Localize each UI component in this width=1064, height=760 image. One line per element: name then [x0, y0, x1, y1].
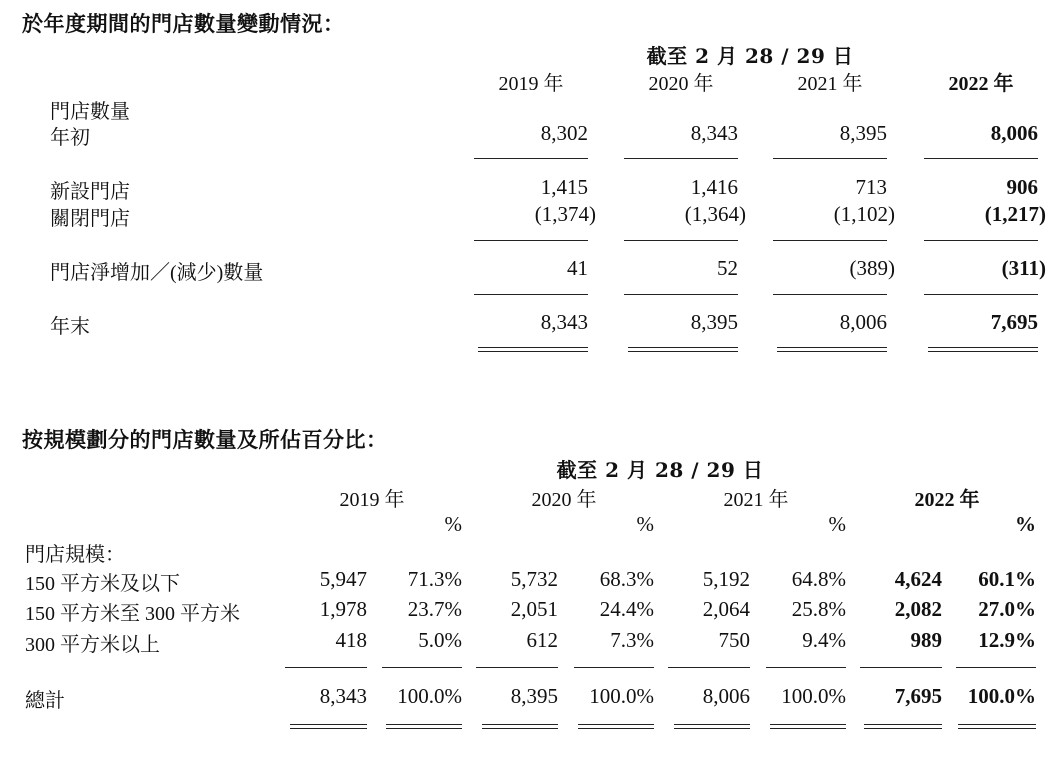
s1-cell: 41 [567, 256, 588, 280]
s2-cell: 7,695 [894, 684, 942, 708]
rule [624, 158, 738, 159]
s1-cell: 8,006 [839, 310, 887, 334]
rule [574, 667, 654, 668]
s1-row-label: 門店淨增加／(減少)數量 [50, 262, 264, 284]
s2-year-2021: 2021 年 [723, 489, 789, 511]
s1-cell: 8,302 [540, 121, 588, 145]
s2-year-2020: 2020 年 [531, 489, 597, 511]
double-rule [864, 724, 942, 729]
s1-cell: 1,415 [540, 175, 588, 199]
double-rule [928, 347, 1038, 352]
s1-group-label: 門店數量 [50, 101, 130, 123]
s2-cell: 2,064 [702, 597, 750, 621]
s1-cell: (1,374) [534, 202, 596, 226]
s1-cell: 713 [855, 175, 887, 199]
section1-heading: 於年度期間的門店數量變動情況： [22, 11, 345, 36]
rule [860, 667, 942, 668]
s1-year-2020: 2020 年 [648, 73, 714, 95]
double-rule [770, 724, 846, 729]
s1-cell: 8,343 [540, 310, 588, 334]
double-rule [777, 347, 887, 352]
s2-cell: 5,732 [510, 567, 558, 591]
s1-row-label: 年初 [50, 127, 90, 149]
s2-row-label: 總計 [25, 690, 65, 712]
s2-row-label: 150 平方米及以下 [25, 573, 180, 595]
s2-cell: 71.3% [407, 567, 462, 591]
s2-cell: 989 [910, 628, 942, 652]
s1-year-2021: 2021 年 [797, 73, 863, 95]
s1-cell: 52 [717, 256, 738, 280]
double-rule [674, 724, 750, 729]
rule [924, 294, 1038, 295]
rule [668, 667, 750, 668]
s2-pct-header: % [636, 512, 654, 536]
s2-cell: 5,947 [319, 567, 367, 591]
s1-cell: 1,416 [690, 175, 738, 199]
s1-cell: 906 [1006, 175, 1038, 199]
rule [924, 158, 1038, 159]
s1-year-2019: 2019 年 [498, 73, 564, 95]
s1-row-label: 新設門店 [50, 181, 130, 203]
s1-cell: 8,395 [690, 310, 738, 334]
s2-cell: 100.0% [781, 684, 846, 708]
s2-cell: 100.0% [397, 684, 462, 708]
s2-row-label: 150 平方米至 300 平方米 [25, 603, 240, 625]
s1-row-label: 關閉門店 [50, 208, 130, 230]
rule [474, 294, 588, 295]
s2-pct-header: % [444, 512, 462, 536]
s2-cell: 68.3% [599, 567, 654, 591]
rule [766, 667, 846, 668]
double-rule [958, 724, 1036, 729]
s2-cell: 5,192 [702, 567, 750, 591]
section2-heading: 按規模劃分的門店數量及所佔百分比： [22, 427, 388, 452]
double-rule [386, 724, 462, 729]
s2-cell: 100.0% [589, 684, 654, 708]
s2-cell: 64.8% [791, 567, 846, 591]
double-rule [578, 724, 654, 729]
s1-cell: (1,217) [984, 202, 1046, 226]
rule [382, 667, 462, 668]
section2-period-header: 截至 2 月 28 / 29 日 [556, 458, 764, 482]
s2-cell: 612 [526, 628, 558, 652]
rule [624, 240, 738, 241]
rule [476, 667, 558, 668]
s2-cell: 4,624 [894, 567, 942, 591]
rule [624, 294, 738, 295]
rule [956, 667, 1036, 668]
s1-cell: (311) [1001, 256, 1046, 280]
s2-cell: 418 [335, 628, 367, 652]
s1-cell: (1,364) [684, 202, 746, 226]
rule [285, 667, 367, 668]
s2-pct-header: % [1015, 512, 1036, 536]
rule [474, 158, 588, 159]
s1-cell: 7,695 [990, 310, 1038, 334]
s2-year-2022: 2022 年 [914, 489, 980, 511]
s1-cell: 8,006 [990, 121, 1038, 145]
double-rule [482, 724, 558, 729]
s2-cell: 24.4% [599, 597, 654, 621]
s2-year-2019: 2019 年 [339, 489, 405, 511]
section1-period-header: 截至 2 月 28 / 29 日 [646, 44, 854, 68]
s2-group-label: 門店規模： [25, 544, 125, 566]
s2-cell: 27.0% [978, 597, 1036, 621]
s2-cell: 12.9% [978, 628, 1036, 652]
s2-cell: 7.3% [610, 628, 654, 652]
s2-cell: 1,978 [319, 597, 367, 621]
s1-cell: 8,343 [690, 121, 738, 145]
double-rule [478, 347, 588, 352]
s2-cell: 9.4% [802, 628, 846, 652]
s1-cell: 8,395 [839, 121, 887, 145]
rule [773, 294, 887, 295]
s2-cell: 5.0% [418, 628, 462, 652]
rule [773, 158, 887, 159]
s2-cell: 2,082 [894, 597, 942, 621]
s2-cell: 8,343 [319, 684, 367, 708]
s1-row-label: 年末 [50, 316, 90, 338]
s2-cell: 750 [718, 628, 750, 652]
s2-cell: 23.7% [407, 597, 462, 621]
rule [474, 240, 588, 241]
rule [773, 240, 887, 241]
rule [924, 240, 1038, 241]
s2-cell: 100.0% [967, 684, 1036, 708]
s2-cell: 8,006 [702, 684, 750, 708]
s1-cell: (389) [849, 256, 895, 280]
double-rule [290, 724, 367, 729]
s2-cell: 8,395 [510, 684, 558, 708]
s2-cell: 2,051 [510, 597, 558, 621]
s2-cell: 25.8% [791, 597, 846, 621]
double-rule [628, 347, 738, 352]
s2-pct-header: % [828, 512, 846, 536]
s2-cell: 60.1% [978, 567, 1036, 591]
s1-year-2022: 2022 年 [948, 73, 1014, 95]
s2-row-label: 300 平方米以上 [25, 634, 160, 656]
s1-cell: (1,102) [833, 202, 895, 226]
